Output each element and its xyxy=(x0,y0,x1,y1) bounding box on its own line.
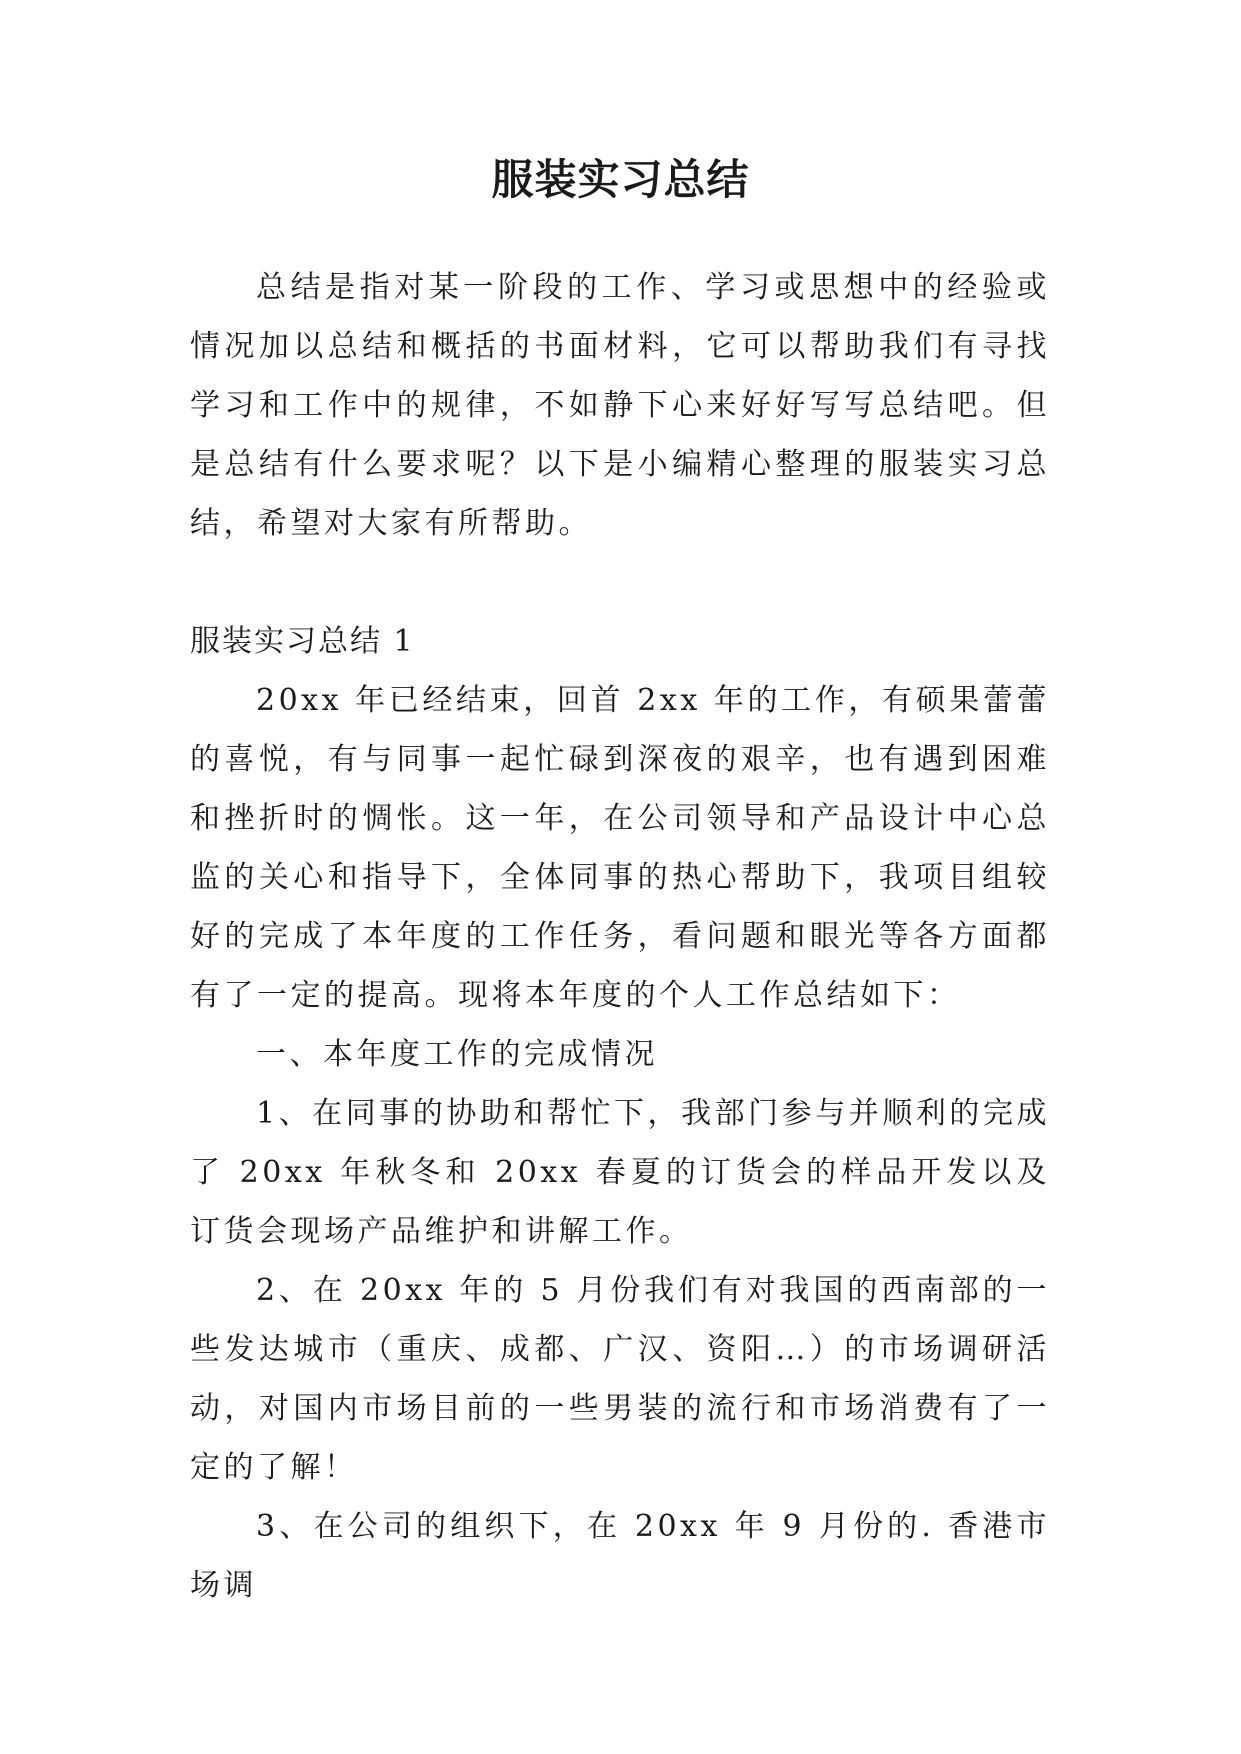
body-paragraph: 3、在公司的组织下，在 20xx 年 9 月份的. 香港市场调 xyxy=(190,1509,1050,1603)
subsection-heading: 一、本年度工作的完成情况 xyxy=(256,1037,658,1072)
body-paragraph: 20xx 年已经结束，回首 2xx 年的工作，有硕果蕾蕾的喜悦，有与同事一起忙碌到深夜的艰辛，也有遇到困难和挫折时的惆怅。这一年，在公司领导和产品设计中心总监的关心和指导下，全体同事的热心帮助下，我项目组较好的完成了本年度的工作任务，看问题和眼光等各方面都有了一定的提高。现将本年度的个人工作总结如下： xyxy=(190,683,1050,1013)
intro-paragraph: 总结是指对某一阶段的工作、学习或思想中的经验或情况加以总结和概括的书面材料，它可以帮助我们有寻找学习和工作中的规律，不如静下心来好好写写总结吧。但是总结有什么要求呢？以下是小编精心整理的服装实习总结，希望对大家有所帮助。 xyxy=(190,270,1050,541)
document-title: 服装实习总结 xyxy=(491,155,750,204)
body-paragraph: 2、在 20xx 年的 5 月份我们有对我国的西南部的一些发达城市（重庆、成都、广汉、资阳…）的市场调研活动，对国内市场目前的一些男装的流行和市场消费有了一定的了解！ xyxy=(190,1273,1050,1485)
paragraph-spacer xyxy=(190,553,1050,612)
section-title: 服装实习总结 1 xyxy=(190,624,415,659)
body-paragraph: 1、在同事的协助和帮忙下，我部门参与并顺利的完成了 20xx 年秋冬和 20xx 春夏的订货会的样品开发以及订货会现场产品维护和讲解工作。 xyxy=(190,1096,1050,1249)
document-body xyxy=(190,258,1050,1615)
